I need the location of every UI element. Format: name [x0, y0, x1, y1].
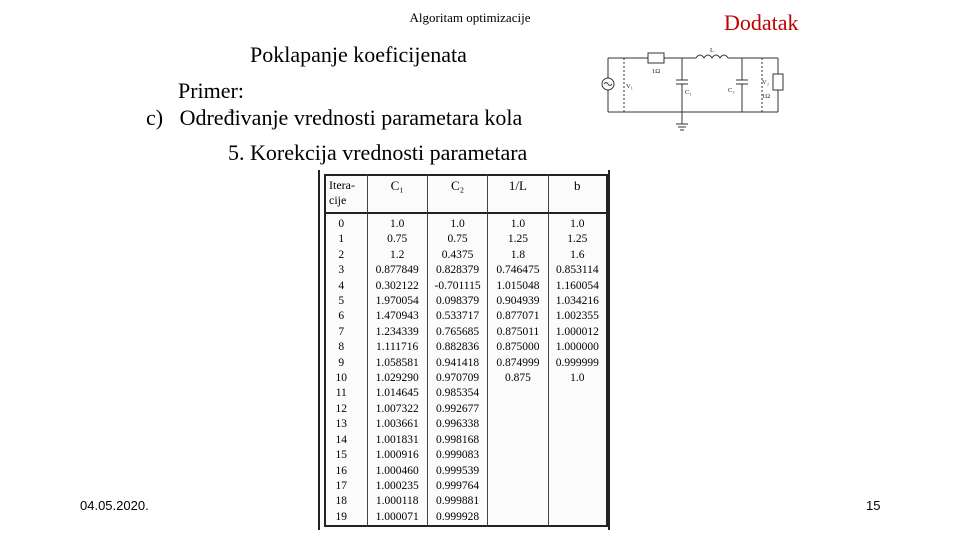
table-cell	[487, 479, 547, 494]
table-cell: 0.999539	[427, 464, 487, 479]
circuit-diagram	[596, 44, 796, 134]
table-cell: 0.098379	[427, 294, 487, 309]
footer-date: 04.05.2020.	[80, 498, 149, 513]
table-cell: 0.75	[367, 232, 427, 247]
resistor-r2	[773, 74, 783, 90]
table-cell: 0.877849	[367, 263, 427, 278]
table-cell: 1.007322	[367, 402, 427, 417]
table-cell: 1.058581	[367, 356, 427, 371]
table-cell	[487, 448, 547, 463]
table-row	[324, 356, 608, 371]
table-cell: 4	[324, 279, 367, 294]
table-cell: 10	[324, 371, 367, 386]
header-inv-l: 1/L	[487, 174, 547, 214]
table-row	[324, 494, 608, 509]
circuit-label: L	[710, 47, 714, 54]
table-cell: 18	[324, 494, 367, 509]
table-cell: 0.75	[427, 232, 487, 247]
table-cell	[487, 464, 547, 479]
table-row	[324, 479, 608, 494]
table-cell: 1.000000	[548, 340, 608, 355]
table-row	[324, 417, 608, 432]
table-cell	[548, 417, 608, 432]
table-cell: 0.4375	[427, 248, 487, 263]
table-row	[324, 232, 608, 247]
table-cell: 0.875	[487, 371, 547, 386]
iteration-table-image	[318, 170, 610, 530]
table-cell: 16	[324, 464, 367, 479]
table-cell: 0.999764	[427, 479, 487, 494]
table-cell: 9	[324, 356, 367, 371]
table-header-row	[324, 174, 608, 214]
header-b: b	[548, 174, 608, 214]
circuit-label: 1Ω	[652, 68, 661, 75]
header-c1: C₁	[367, 174, 427, 214]
table-cell: 1.029290	[367, 371, 427, 386]
table-cell: 0	[324, 214, 367, 232]
table-cell	[487, 386, 547, 401]
table-cell: 12	[324, 402, 367, 417]
table-cell: 1	[324, 232, 367, 247]
table-cell: 0.765685	[427, 325, 487, 340]
table-cell: 1.25	[487, 232, 547, 247]
table-cell	[548, 448, 608, 463]
table-cell: 1.0	[548, 371, 608, 386]
table-cell	[548, 510, 608, 527]
table-cell: 0.999928	[427, 510, 487, 527]
table-cell	[548, 464, 608, 479]
table-cell: 1.000460	[367, 464, 427, 479]
table-cell: 7	[324, 325, 367, 340]
table-cell: 15	[324, 448, 367, 463]
table-cell: 1.001831	[367, 433, 427, 448]
table-cell: 1.000118	[367, 494, 427, 509]
table-cell	[487, 433, 547, 448]
table-cell: 8	[324, 340, 367, 355]
table-cell: 1.0	[427, 214, 487, 232]
circuit-label: V₂	[762, 79, 769, 86]
table-cell: 0.875011	[487, 325, 547, 340]
table-row	[324, 402, 608, 417]
table-cell	[487, 417, 547, 432]
table-cell: -0.701115	[427, 279, 487, 294]
table-cell: 1.8	[487, 248, 547, 263]
table-cell: 1.6	[548, 248, 608, 263]
table-cell: 1.003661	[367, 417, 427, 432]
table-cell: 0.874999	[487, 356, 547, 371]
inductor-l	[696, 55, 728, 58]
table-cell: 19	[324, 510, 367, 527]
table-cell: 1.0	[548, 214, 608, 232]
table-cell	[487, 494, 547, 509]
table-row	[324, 448, 608, 463]
table-cell: 0.999083	[427, 448, 487, 463]
header-iteration: Itera- cije	[324, 174, 367, 214]
table-cell: 0.904939	[487, 294, 547, 309]
table-cell: 1.0	[367, 214, 427, 232]
section-heading: c) Određivanje vrednosti parametara kola	[146, 105, 523, 130]
table-cell: 1.160054	[548, 279, 608, 294]
table-cell: 1.2	[367, 248, 427, 263]
table-cell: 1.015048	[487, 279, 547, 294]
table-cell: 14	[324, 433, 367, 448]
slide-title: Poklapanje koeficijenata	[250, 42, 467, 67]
header-c2: C₂	[427, 174, 487, 214]
table-cell: 3	[324, 263, 367, 278]
table-cell: 2	[324, 248, 367, 263]
primer-label: Primer:	[178, 78, 244, 103]
table-row	[324, 248, 608, 263]
table-cell: 1.000235	[367, 479, 427, 494]
table-row	[324, 464, 608, 479]
table-row	[324, 386, 608, 401]
table-cell	[548, 433, 608, 448]
table-cell: 1.234339	[367, 325, 427, 340]
table-cell: 0.999999	[548, 356, 608, 371]
circuit-label: V₁	[626, 83, 633, 90]
table-row	[324, 433, 608, 448]
circuit-label: C₂	[728, 87, 735, 94]
table-cell	[548, 479, 608, 494]
table-cell	[548, 402, 608, 417]
table-cell: 5	[324, 294, 367, 309]
table-cell: 13	[324, 417, 367, 432]
table-cell: 17	[324, 479, 367, 494]
table-cell: 0.998168	[427, 433, 487, 448]
table-cell: 1.000071	[367, 510, 427, 527]
subsection-heading: 5. Korekcija vrednosti parametara	[228, 140, 528, 165]
table-row	[324, 294, 608, 309]
table-cell: 1.111716	[367, 340, 427, 355]
table-cell: 1.970054	[367, 294, 427, 309]
table-row	[324, 214, 608, 232]
table-cell: 11	[324, 386, 367, 401]
table-cell	[487, 510, 547, 527]
circuit-label: C₁	[685, 89, 692, 96]
table-cell: 6	[324, 309, 367, 324]
header-title: Algoritam optimizacije	[409, 10, 531, 25]
table-cell: 0.828379	[427, 263, 487, 278]
table-cell: 1.000916	[367, 448, 427, 463]
table-row	[324, 510, 608, 527]
table-cell: 0.302122	[367, 279, 427, 294]
table-cell: 0.746475	[487, 263, 547, 278]
table-cell: 0.533717	[427, 309, 487, 324]
table-cell	[548, 494, 608, 509]
table-cell: 1.014645	[367, 386, 427, 401]
iteration-table	[324, 174, 608, 527]
section-tag: Dodatak	[724, 10, 799, 35]
table-cell: 0.996338	[427, 417, 487, 432]
table-row	[324, 279, 608, 294]
table-cell: 1.002355	[548, 309, 608, 324]
table-row	[324, 340, 608, 355]
table-cell: 0.992677	[427, 402, 487, 417]
table-cell: 0.853114	[548, 263, 608, 278]
table-cell: 0.999881	[427, 494, 487, 509]
resistor-r1	[648, 53, 664, 63]
table-cell: 0.985354	[427, 386, 487, 401]
table-cell: 0.875000	[487, 340, 547, 355]
table-row	[324, 309, 608, 324]
table-cell: 0.877071	[487, 309, 547, 324]
table-cell: 1.034216	[548, 294, 608, 309]
table-cell: 1.000012	[548, 325, 608, 340]
table-cell: 1.25	[548, 232, 608, 247]
table-cell: 1.470943	[367, 309, 427, 324]
table-cell: 1.0	[487, 214, 547, 232]
page-number: 15	[866, 498, 881, 513]
table-cell: 0.941418	[427, 356, 487, 371]
table-row	[324, 371, 608, 386]
table-cell	[548, 386, 608, 401]
table-cell	[487, 402, 547, 417]
circuit-label: 1Ω	[762, 93, 771, 100]
table-row	[324, 325, 608, 340]
table-row	[324, 263, 608, 278]
table-cell: 0.882836	[427, 340, 487, 355]
table-cell: 0.970709	[427, 371, 487, 386]
